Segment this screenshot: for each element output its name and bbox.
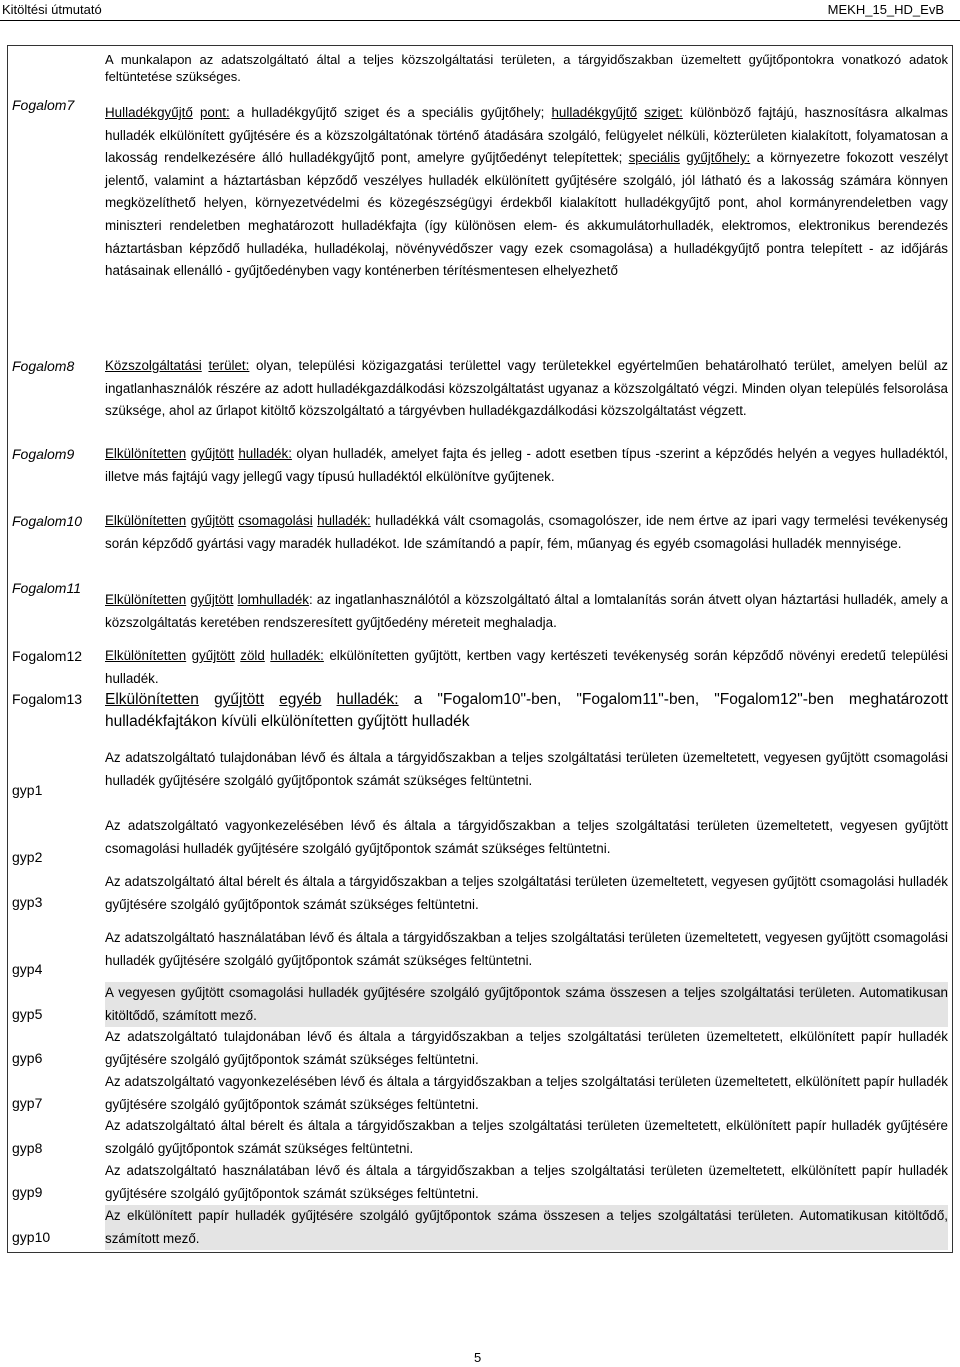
fogalom10-label: Fogalom10 bbox=[12, 513, 83, 529]
definition-text: különböző fajtájú, hasznosításra alkalmas hulladék elkülönített gyűjtésére és a közszolgáltatónak történő átadására szolgáló, felügyelet nélküli, közterületen kialakított, folyamatosan a lakosság rendelkezésére álló hulladékgyűjtő pont, amelyre gyűjtőedényt telepítettek; bbox=[105, 105, 948, 166]
gyp10-text: Az elkülönített papír hulladék gyűjtésére szolgáló gyűjtőpontok száma összesen a teljes szolgáltatási területen. Automatikusan kitöltődő, számított mező. bbox=[105, 1205, 948, 1250]
definition-text: a "Fogalom10"-ben, "Fogalom11"-ben, "Fogalom12"-ben meghatározott hulladékfajtákon kívüli elkülönítetten gyűjtött hulladék bbox=[105, 691, 949, 730]
page-number: 5 bbox=[474, 1350, 482, 1365]
term: Elkülönítetten bbox=[105, 691, 199, 708]
gyp3-label: gyp3 bbox=[12, 894, 43, 910]
gyp5-text: A vegyesen gyűjtött csomagolási hulladék gyűjtésére szolgáló gyűjtőpontok száma összesen a teljes szolgáltatási területen. Automatikusan kitöltődő, számított mező. bbox=[105, 982, 948, 1027]
gyp7-label: gyp7 bbox=[12, 1095, 43, 1111]
gyp2-label: gyp2 bbox=[12, 849, 43, 865]
definition-text: elkülönítetten gyűjtött, kertben vagy kertészeti tevékenység során képződő növényi eredetű települési hulladék. bbox=[105, 648, 948, 686]
fogalom11-label: Fogalom11 bbox=[12, 580, 82, 596]
term: hulladék: bbox=[270, 648, 324, 663]
term: Elkülönítetten bbox=[105, 592, 187, 607]
term: Elkülönítetten bbox=[105, 648, 187, 663]
term: hulladékgyűjtő bbox=[551, 105, 638, 120]
term: pont: bbox=[199, 105, 230, 120]
term: Közszolgáltatási bbox=[105, 358, 202, 373]
intro-text: A munkalapon az adatszolgáltató által a teljes közszolgáltatási területen, a tárgyidőszakban üzemeltett gyűjtőpontokra vonatkozó adatok feltüntetése szükséges. bbox=[105, 52, 948, 84]
gyp10-label: gyp10 bbox=[12, 1229, 51, 1245]
term: gyűjtött bbox=[214, 691, 265, 708]
term: Hulladékgyűjtő bbox=[105, 105, 193, 120]
fogalom10-definition bbox=[105, 510, 948, 555]
definition-text: olyan, települési közigazgatási területtel vagy területekkel egyértelműen behatárolható terület, amelyen belül az ingatlanhasználók részére az adott hulladékgazdálkodási közszolgáltatást ugyanaz a közszolgáltató végzi. Minden olyan település felsorolása szüksége, ahol az űrlapot kitöltő közszolgáltató a tárgyévben hulladékgazdálkodási közszolgáltatást végzett. bbox=[105, 358, 948, 419]
fogalom8-label: Fogalom8 bbox=[12, 358, 75, 374]
term: gyűjtött bbox=[190, 446, 234, 461]
page-header bbox=[0, 0, 960, 24]
gyp8-text: Az adatszolgáltató által bérelt és általa a tárgyidőszakban a teljes szolgáltatási területen üzemeltetett, elkülönített papír hulladék gyűjtésére szolgáló gyűjtőpontok számát szükséges feltüntetni. bbox=[105, 1118, 948, 1156]
gyp8-label: gyp8 bbox=[12, 1140, 43, 1156]
definition-text: a hulladékgyűjtő sziget és a speciális gyűjtőhely; bbox=[229, 105, 552, 120]
term: gyűjtött bbox=[190, 513, 234, 528]
fogalom9-definition bbox=[105, 443, 948, 488]
fogalom7-definition bbox=[105, 102, 948, 283]
gyp1-label: gyp1 bbox=[12, 782, 43, 798]
term: gyűjtött bbox=[190, 592, 234, 607]
gyp6-label: gyp6 bbox=[12, 1050, 43, 1066]
definition-text: olyan hulladék, amelyet fajta és jelleg - adott esetben típus -szerint a képződés helyén a vegyes hulladéktól, illetve más fajtájú vagy jellegű vagy típusú hulladéktól elkülönítve gyűjtenek. bbox=[105, 446, 948, 484]
fogalom13-definition bbox=[105, 689, 948, 733]
fogalom11-definition bbox=[105, 589, 948, 634]
term: speciális bbox=[628, 150, 680, 166]
document-code: MEKH_15_HD_EvB bbox=[827, 2, 944, 17]
gyp2-text: Az adatszolgáltató vagyonkezelésében lévő és általa a tárgyidőszakban a teljes szolgáltatási területen üzemeltetett, vegyesen gyűjtött csomagolási hulladék gyűjtésére szolgáló gyűjtőpontok számát szükséges feltüntetni. bbox=[105, 818, 948, 856]
fogalom13-label: Fogalom13 bbox=[12, 691, 83, 707]
definition-text: a környezetre fokozott veszélyt jelentő, valamint a háztartásban képződő veszélyes hulladék elkülönített gyűjtésére szolgáló, jól látható és a lakosság számára könnyen megközelíthető helyen, környezetvédelmi és közegészségügyi érdekből kialakított hulladékgyűjtő pont, ahol kormányrendeletben vagy miniszteri rendeletben meghatározott hulladékfajta (így különösen elem- és akkumulátorhulladék, elektromos, elektronikus berendezés háztartásban képződő hulladéka, hulladékolaj, növényvédőszer vagy ezek csomagolása) a hulladékgyűjtő pontra telepített - az időjárás hatásainak ellenálló - gyűjtőedényben vagy konténerben térítésmentesen elhelyezhető bbox=[105, 150, 948, 279]
term: gyűjtött bbox=[191, 648, 235, 663]
definition-text: : az ingatlanhasználótól a közszolgáltató által a lomtalanítás során átvett olyan háztartási hulladék, amely a közszolgáltatás keretében rendszeresített gyűjtőedény méreteit meghaladja. bbox=[105, 592, 948, 630]
fogalom8-definition bbox=[105, 355, 948, 423]
gyp9-text: Az adatszolgáltató használatában lévő és általa a tárgyidőszakban a teljes szolgáltatási területen üzemeltetett, elkülönített papír hulladék gyűjtésére szolgáló gyűjtőpontok számát szükséges feltüntetni. bbox=[105, 1163, 948, 1201]
term: terület: bbox=[208, 358, 250, 373]
term: egyéb bbox=[279, 691, 322, 708]
definition-text: hulladékká vált csomagolás, csomagolószer, ide nem értve az ipari vagy termelési tevékenység során képződő gyártási vagy maradék hulladékot. Ide számítandó a papír, fém, műanyag és egyéb csomagolási hulladék mennyisége. bbox=[105, 513, 948, 551]
term: lomhulladék bbox=[237, 592, 309, 607]
fogalom7-label: Fogalom7 bbox=[12, 97, 75, 113]
term: sziget: bbox=[644, 105, 683, 120]
term: hulladék: bbox=[336, 691, 399, 708]
term: csomagolási bbox=[238, 513, 313, 528]
document-title: Kitöltési útmutató bbox=[2, 2, 102, 17]
fogalom12-definition bbox=[105, 645, 948, 690]
term: hulladék: bbox=[238, 446, 292, 461]
term: hulladék: bbox=[317, 513, 371, 528]
gyp1-text: Az adatszolgáltató tulajdonában lévő és általa a tárgyidőszakban a teljes szolgáltatási területen üzemeltetett, vegyesen gyűjtött csomagolási hulladék gyűjtésére szolgáló gyűjtőpontok számát szükséges feltüntetni. bbox=[105, 750, 948, 788]
term: Elkülönítetten bbox=[105, 446, 187, 461]
term: Elkülönítetten bbox=[105, 513, 187, 528]
term: gyűjtőhely: bbox=[686, 150, 751, 166]
gyp7-text: Az adatszolgáltató vagyonkezelésében lévő és általa a tárgyidőszakban a teljes szolgáltatási területen üzemeltetett, elkülönített papír hulladék gyűjtésére szolgáló gyűjtőpontok számát szükséges feltüntetni. bbox=[105, 1074, 948, 1112]
gyp9-label: gyp9 bbox=[12, 1184, 43, 1200]
header-rule bbox=[0, 20, 960, 21]
fogalom12-label: Fogalom12 bbox=[12, 648, 83, 664]
gyp4-label: gyp4 bbox=[12, 961, 43, 977]
gyp3-text: Az adatszolgáltató által bérelt és általa a tárgyidőszakban a teljes szolgáltatási területen üzemeltetett, vegyesen gyűjtött csomagolási hulladék gyűjtésére szolgáló gyűjtőpontok számát szükséges feltüntetni. bbox=[105, 874, 948, 912]
term: zöld bbox=[240, 648, 265, 663]
gyp6-text: Az adatszolgáltató tulajdonában lévő és általa a tárgyidőszakban a teljes szolgáltatási területen üzemeltetett, elkülönített papír hulladék gyűjtésére szolgáló gyűjtőpontok számát szükséges feltüntetni. bbox=[105, 1029, 948, 1067]
gyp5-label: gyp5 bbox=[12, 1006, 43, 1022]
fogalom9-label: Fogalom9 bbox=[12, 446, 75, 462]
gyp4-text: Az adatszolgáltató használatában lévő és általa a tárgyidőszakban a teljes szolgáltatási területen üzemeltetett, vegyesen gyűjtött csomagolási hulladék gyűjtésére szolgáló gyűjtőpontok számát szükséges feltüntetni. bbox=[105, 930, 948, 968]
